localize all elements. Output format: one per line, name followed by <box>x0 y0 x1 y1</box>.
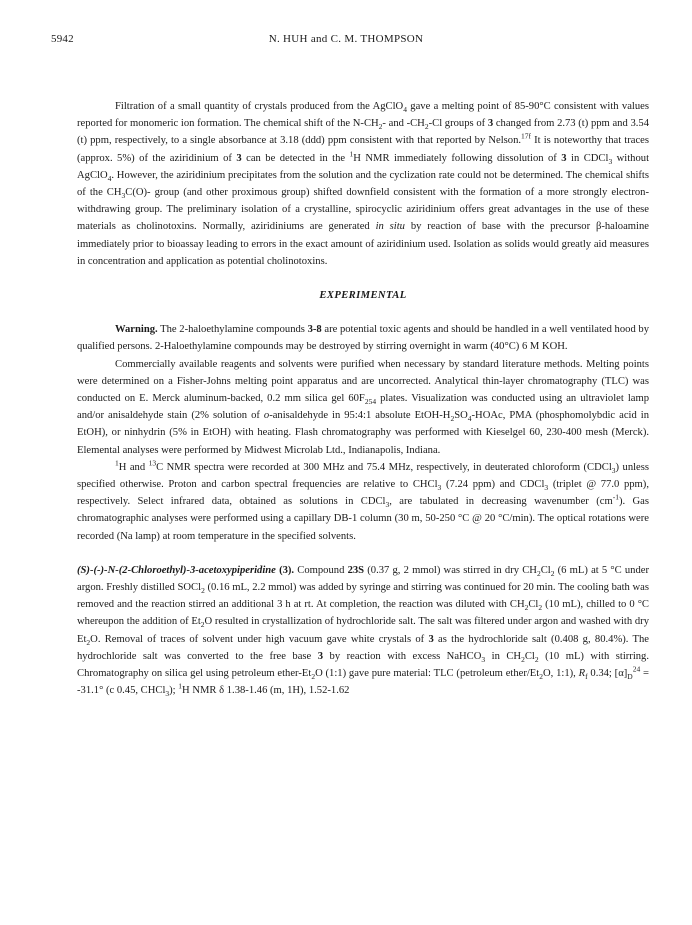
running-header-authors: N. HUH and C. M. THOMPSON <box>268 33 424 45</box>
warning-paragraph: Warning. The 2-haloethylamine compounds 3-8 are potential toxic agents and should be handled in a well ventilated hood by qualified persons. 2-Haloethylamine compounds may be destroyed by stirring overnight in warm (40°C) 6 M KOH. <box>77 324 649 353</box>
article-body <box>77 98 649 700</box>
general-methods-paragraph: Commercially available reagents and solvents were purified when necessary by standard literature methods. Melting points were determined on a Fisher-Johns melting point apparatus and are uncorrected. Analytical thin-layer chromatography (TLC) was conducted on E. Merck aluminum-backed, 0.2 mm silica gel $60F_{254}$ plates. Visualization was conducted using an ultraviolet lamp and/or anisaldehyde stain (2% solution of o-anisaldehyde in 95:4:1 absolute EtOH-$H_2SO_4$-HOAc, PMA (phosphomolybdic acid in EtOH), or ninhydrin (5% in EtOH) with heating. Flash chromatography was performed with Kieselgel 60, 230-400 mesh (Merck). Elemental analyses were performed by Midwest Microlab Ltd., Indianapolis, Indiana. <box>77 358 650 456</box>
page-number: 5942 <box>51 33 74 45</box>
section-heading-experimental: EXPERIMENTAL <box>319 290 407 302</box>
compound-name: (S)-(-)-N-(2-Chloroethyl)-3-acetoxypiperidine <box>77 564 276 576</box>
discussion-paragraph: Filtration of a small quantity of crystals produced from the AgClO$_4$ gave a melting point of 85-90°C consistent with values reported for monomeric ion formation. The chemical shift of the $N-CH_2-$ and $-CH_2-Cl$ groups of 3 changed from 2.73 (t) ppm and 3.54 (t) ppm, respectively, to a single absorbance at 3.18 (ddd) ppm consistent with that reported by Nelson.$^{17f}$ It is noteworthy that traces (approx. 5%) of the aziridinium of 3 can be detected in the $^1$H NMR immediately following dissolution of 3 in CDCl$_3$ without AgClO$_4$. However, the aziridinium precipitates from the solution and the cyclization rate could not be determined. The chemical shifts of the $CH_3C(O)-$ group (and other proximous group) shifted downfield consistent with the formation of a more strongly electron-withdrawing group. The preliminary isolation of a crystalline, spirocyclic aziridinium offers great advantages in the use of these materials as cholinotoxins. Normally, aziridiniums are generated in situ by reaction of base with the precursor β-haloamine immediately prior to bioassay leading to errors in the exact amount of aziridinium used. Isolation as solids would greatly aid measures in concentration and application as potential cholinotoxins. <box>77 101 650 267</box>
compound-3-procedure: (S)-(-)-N-(2-Chloroethyl)-3-acetoxypiperidine (3). Compound 23S (0.37 g, 2 mmol) was stirred in dry $CH_2Cl_2$ (6 mL) at 5 °C under argon. Freshly distilled SOCl$_2$ (0.16 mL, 2.2 mmol) was added by syringe and stirring was continued for 20 min. The cooling bath was removed and the reaction stirred an additional 3 h at rt. At completion, the reaction was diluted with $CH_2Cl_2$ (10 mL), chilled to 0 °C whereupon the addition of $Et_2O$ resulted in crystallization of hydrochloride salt. The salt was filtered under argon and washed with dry $Et_2O$. Removal of traces of solvent under high vacuum gave white crystals of 3 as the hydrochloride salt (0.408 g, 80.4%). The hydrochloride salt was converted to the free base 3 by reaction with excess NaHCO$_3$ in $CH_2Cl_2$ (10 mL) with stirring. Chromatography on silica gel using petroleum ether-$Et_2O$ (1:1) gave pure material: TLC (petroleum ether/$Et_2O$, 1:1), $R_f$ 0.34; $[\alpha]_D^{24} = -31.1^\circ$ (c 0.45, CHCl$_3$); $^1$H NMR δ 1.38-1.46 (m, 1H), 1.52-1.62 <box>77 564 650 699</box>
nmr-methods-paragraph: $^1$H and $^{13}$C NMR spectra were recorded at 300 MHz and 75.4 MHz, respectively, in deuterated chloroform (CDCl$_3$) unless specified otherwise. Proton and carbon spectral frequencies are relative to CHCl$_3$ (7.24 ppm) and CDCl$_3$ (triplet @ 77.0 ppm), respectively. Select infrared data, obtained as solutions in CDCl$_3$, are tabulated in decreasing wavenumber $(cm^{-1})$. Gas chromatographic analyses were performed using a capillary DB-1 column (30 m, 50-250 °C @ 20 °C/min). The optical rotations were recorded (Na lamp) at room temperature in the specified solvents. <box>77 458 650 542</box>
